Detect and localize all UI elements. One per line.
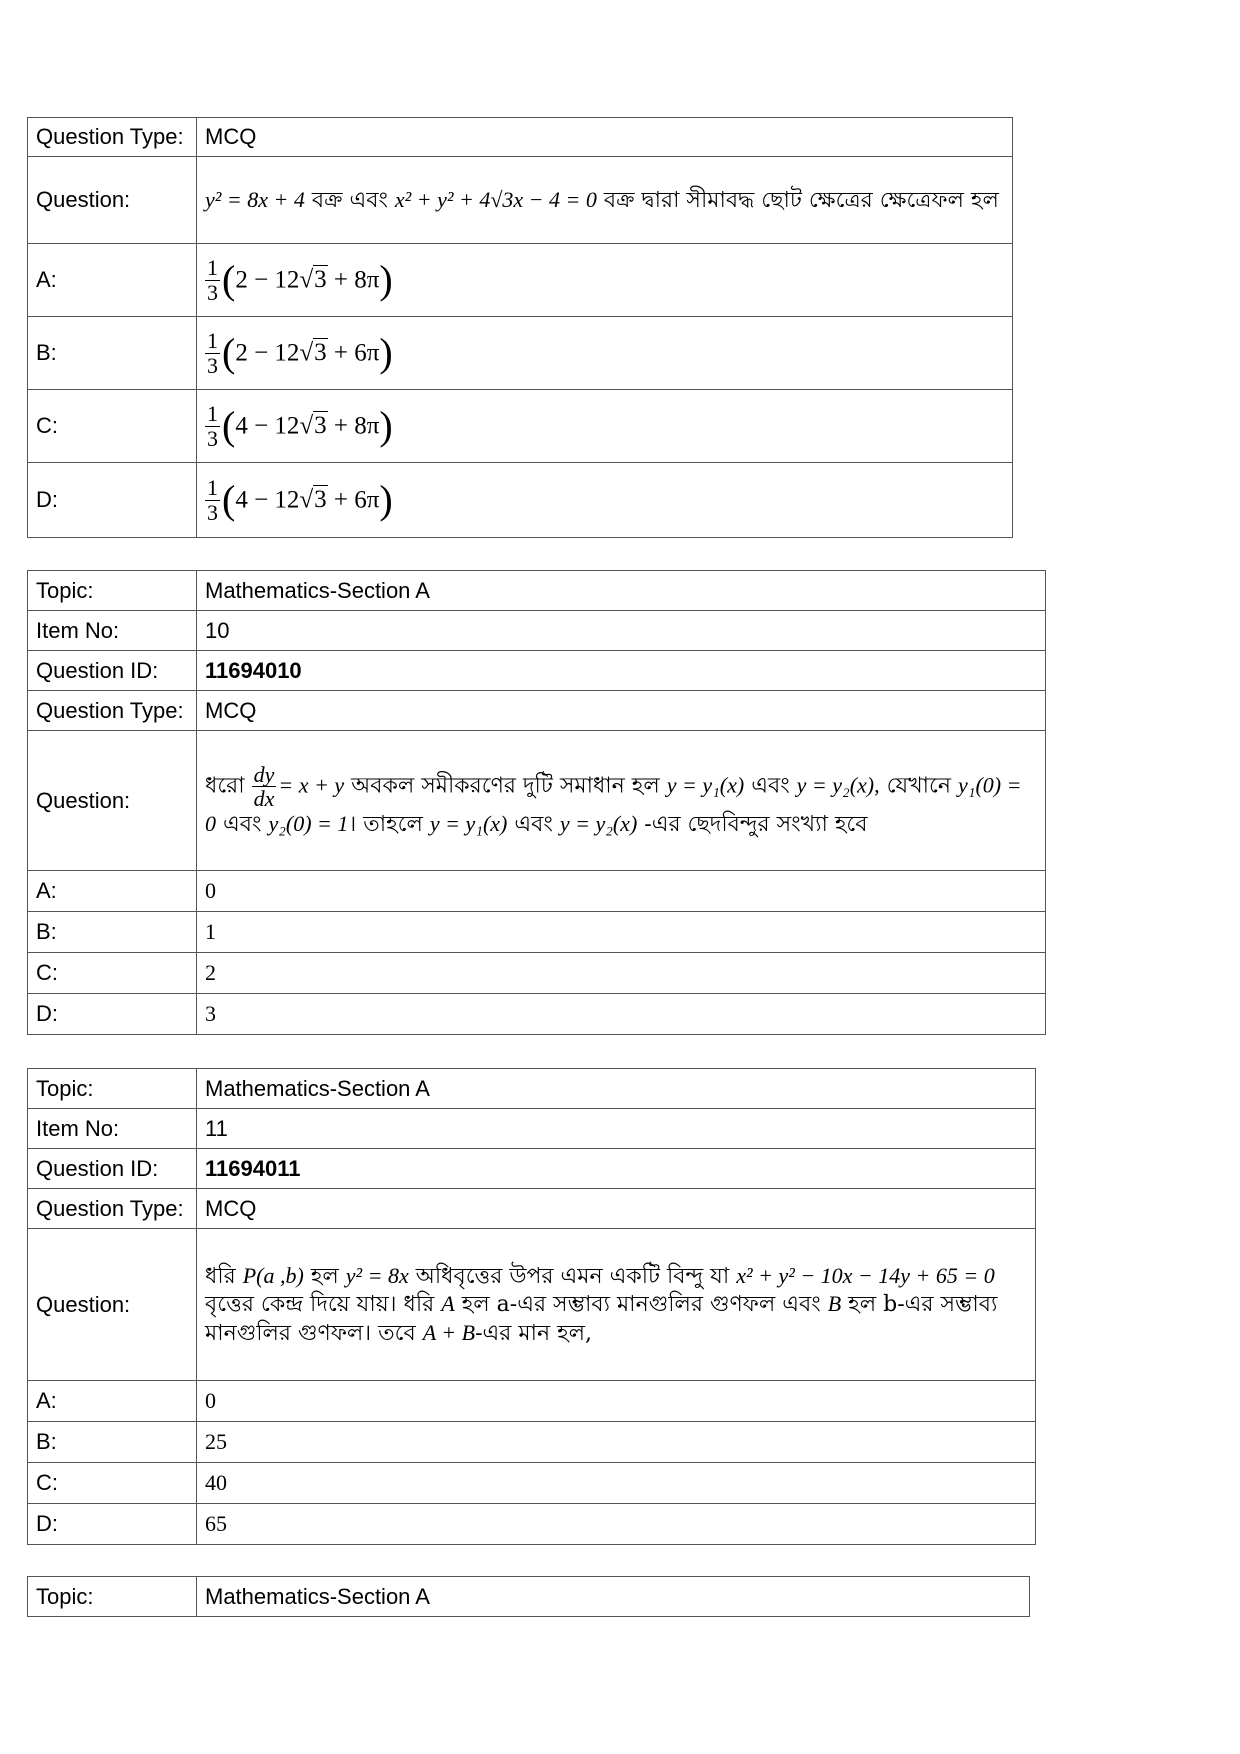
option-a-value: 0 — [197, 871, 1046, 912]
question-block-9 — [27, 117, 1013, 538]
topic-value: Mathematics-Section A — [197, 571, 1046, 611]
fraction: $\frac{1}{3}$ — [207, 328, 218, 378]
equation: x² + y² − 10x − 14y + 65 = 0 — [736, 1262, 995, 1288]
fraction: $\frac{1}{3}$ — [207, 255, 218, 305]
topic-value: Mathematics-Section A — [197, 1577, 1030, 1617]
option-b-label: B: — [28, 912, 197, 953]
question-id-label: Question ID: — [28, 651, 197, 691]
equation: y = y₁(x) — [666, 772, 745, 798]
question-fragment: বক্র এবং — [311, 187, 388, 213]
question-type-label: Question Type: — [28, 118, 197, 157]
question-label: Question: — [28, 1229, 197, 1381]
question-id-value: 11694010 — [197, 651, 1046, 691]
topic-label: Topic: — [28, 1577, 197, 1617]
question-block-11 — [27, 1068, 1036, 1545]
item-no-value: 10 — [197, 611, 1046, 651]
question-block-10 — [27, 570, 1046, 1035]
equation: y₂(0) = 1 — [268, 810, 349, 836]
question-fragment: বক্র দ্বারা সীমাবদ্ধ ছোট ক্ষেত্রের ক্ষেত্রেফল হল — [603, 187, 999, 213]
question-text — [197, 1229, 1036, 1381]
question-fragment: ধরো — [205, 773, 245, 799]
question-fragment: বৃত্তের কেন্দ্র দিয়ে যায়। ধরি — [205, 1292, 435, 1318]
question-fragment: ধরি — [205, 1263, 236, 1289]
option-c-label: C: — [28, 1463, 197, 1504]
question-fragment: এবং — [751, 773, 790, 799]
question-type-value: MCQ — [197, 118, 1013, 157]
question-fragment: যেখানে — [886, 773, 952, 799]
option-b-value: 1 — [197, 912, 1046, 953]
question-type-label: Question Type: — [28, 691, 197, 731]
option-b-value: $\frac{1}{3}$ (2 − 12√3 + 6π) — [197, 317, 1013, 390]
question-type-value: MCQ — [197, 691, 1046, 731]
equation: P(a ,b) — [242, 1262, 304, 1288]
item-no-value: 11 — [197, 1109, 1036, 1149]
question-fragment: অধিবৃত্তের উপর এমন একটি বিন্দু যা — [415, 1263, 730, 1289]
equation: y = y₂(x), — [796, 772, 880, 798]
question-fragment: অবকল সমীকরণের দুটি সমাধান হল — [351, 773, 660, 799]
option-c-value: 40 — [197, 1463, 1036, 1504]
question-id-label: Question ID: — [28, 1149, 197, 1189]
option-a-label: A: — [28, 244, 197, 317]
option-b-label: B: — [28, 317, 197, 390]
question-fragment: হল — [310, 1263, 339, 1289]
option-c-value: $\frac{1}{3}$ (4 − 12√3 + 8π) — [197, 390, 1013, 463]
option-b-value: 25 — [197, 1422, 1036, 1463]
equation: y = y₂(x) — [559, 810, 638, 836]
equation: A + B — [422, 1319, 476, 1345]
question-text — [197, 731, 1046, 871]
question-fragment: হল a-এর সম্ভাব্য মানগুলির গুণফল এবং — [461, 1292, 821, 1318]
question-label: Question: — [28, 157, 197, 244]
equation: A — [441, 1291, 455, 1317]
fraction: $\frac{1}{3}$ — [207, 475, 218, 525]
equation: = x + y — [278, 772, 345, 798]
option-b-label: B: — [28, 1422, 197, 1463]
equation: y² = 8x + 4 — [205, 186, 305, 212]
question-fragment: এবং — [514, 811, 553, 837]
option-d-label: D: — [28, 994, 197, 1035]
equation: x² + y² + 4√3x − 4 = 0 — [394, 186, 597, 212]
topic-label: Topic: — [28, 1069, 197, 1109]
option-c-label: C: — [28, 953, 197, 994]
fraction: $\frac{1}{3}$ — [207, 401, 218, 451]
option-d-value: $\frac{1}{3}$ (4 − 12√3 + 6π) — [197, 463, 1013, 538]
question-id-value: 11694011 — [197, 1149, 1036, 1189]
question-type-label: Question Type: — [28, 1189, 197, 1229]
equation: y₁(0) = 0 — [205, 772, 1022, 836]
question-fragment: -এর ছেদবিন্দুর সংখ্যা হবে — [644, 811, 868, 837]
question-type-value: MCQ — [197, 1189, 1036, 1229]
option-d-value: 3 — [197, 994, 1046, 1035]
question-label: Question: — [28, 731, 197, 871]
option-d-value: 65 — [197, 1504, 1036, 1545]
option-c-label: C: — [28, 390, 197, 463]
topic-label: Topic: — [28, 571, 197, 611]
option-a-label: A: — [28, 1381, 197, 1422]
option-c-value: 2 — [197, 953, 1046, 994]
equation: y = y₁(x) — [429, 810, 508, 836]
topic-value: Mathematics-Section A — [197, 1069, 1036, 1109]
item-no-label: Item No: — [28, 1109, 197, 1149]
question-fragment: হল b-এর সম্ভাব্য মানগুলির গুণফল। তবে — [205, 1292, 998, 1346]
equation: y² = 8x — [345, 1262, 409, 1288]
option-a-label: A: — [28, 871, 197, 912]
option-a-value: $\frac{1}{3}$ (2 − 12√3 + 8π) — [197, 244, 1013, 317]
item-no-label: Item No: — [28, 611, 197, 651]
equation: B — [827, 1291, 842, 1317]
question-block-12 — [27, 1576, 1030, 1617]
option-d-label: D: — [28, 1504, 197, 1545]
question-fragment: । তাহলে — [348, 811, 423, 837]
option-a-value: 0 — [197, 1381, 1036, 1422]
question-fragment: -এর মান হল, — [475, 1320, 593, 1346]
question-text — [197, 157, 1013, 244]
option-d-label: D: — [28, 463, 197, 538]
derivative-fraction: $\frac{dy}{dx}$ — [253, 761, 275, 811]
question-fragment: এবং — [223, 811, 262, 837]
